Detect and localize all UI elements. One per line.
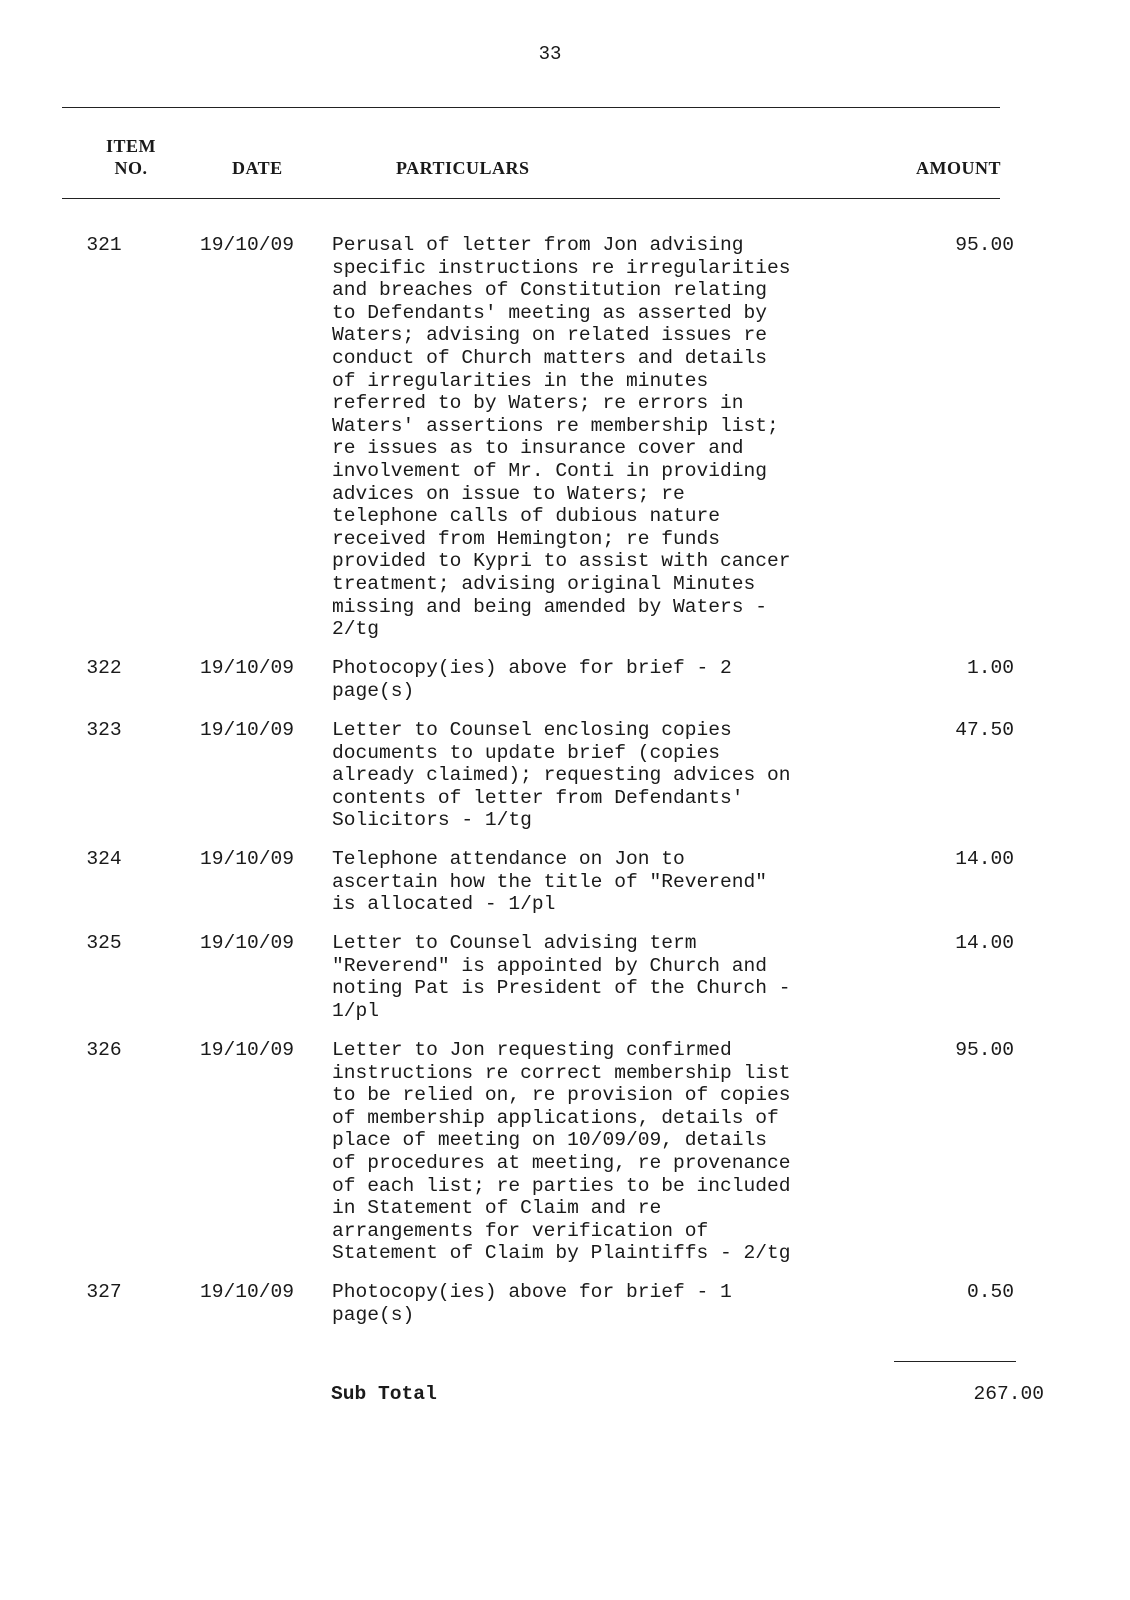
- entry-amount: 95.00: [955, 234, 1014, 256]
- entry-particulars: Letter to Jon requesting confirmed instructions re correct membership list to be relied on, re provision of copies of membership applications, details of place of meeting on 10/09/09, details of procedures at meeting, re provenance of each list; re parties to be included in Statement of Claim and re arrangements for verification of Statement of Claim by Plaintiffs - 2/tg: [332, 1039, 791, 1265]
- entry-date: 19/10/09: [200, 932, 295, 954]
- entry-date: 19/10/09: [200, 719, 295, 741]
- entry-particulars: Photocopy(ies) above for brief - 2 page(s): [332, 657, 732, 702]
- entry-particulars: Perusal of letter from Jon advising specific instructions re irregularities and breaches of Constitution relating to Defendants' meeting as asserted by Waters; advising on related issues re conduct of Church matters and details of irregularities in the minutes referred to by Waters; re errors in Waters' assertions re membership list; re issues as to insurance cover and involvement of Mr. Conti in providing advices on issue to Waters; re telephone calls of dubious nature received from Hemington; re funds provided to Kypri to assist with cancer treatment; advising original Minutes missing and being amended by Waters - 2/tg: [332, 234, 791, 641]
- header-item-no: ITEM NO.: [105, 136, 156, 178]
- entry-date: 19/10/09: [200, 1039, 295, 1061]
- entry-date: 19/10/09: [200, 657, 295, 679]
- subtotal-label: Sub Total: [331, 1383, 437, 1405]
- entry-amount: 95.00: [955, 1039, 1014, 1061]
- entry-item-no: 325: [86, 932, 122, 954]
- subtotal-value: 267.00: [973, 1383, 1044, 1405]
- entry-item-no: 322: [86, 657, 122, 679]
- entry-amount: 14.00: [955, 848, 1014, 870]
- entry-date: 19/10/09: [200, 234, 295, 256]
- header-amount: AMOUNT: [916, 158, 1001, 178]
- entry-particulars: Letter to Counsel advising term "Reverend" is appointed by Church and noting Pat is President of the Church - 1/pl: [332, 932, 791, 1022]
- header-date: DATE: [232, 158, 283, 178]
- entry-particulars: Photocopy(ies) above for brief - 1 page(s): [332, 1281, 732, 1326]
- entry-amount: 1.00: [966, 657, 1014, 679]
- entry-item-no: 324: [86, 848, 122, 870]
- entry-particulars: Letter to Counsel enclosing copies documents to update brief (copies already claimed); requesting advices on contents of letter from Defendants' Solicitors - 1/tg: [332, 719, 791, 832]
- header-rule: [62, 198, 1000, 199]
- entry-item-no: 326: [86, 1039, 122, 1061]
- page-number: 33: [538, 43, 562, 65]
- subtotal-rule: [894, 1361, 1016, 1362]
- entry-date: 19/10/09: [200, 848, 295, 870]
- entry-amount: 47.50: [955, 719, 1014, 741]
- entry-item-no: 323: [86, 719, 122, 741]
- entry-particulars: Telephone attendance on Jon to ascertain how the title of "Reverend" is allocated - 1/pl: [332, 848, 768, 916]
- entry-amount: 14.00: [955, 932, 1014, 954]
- entry-item-no: 327: [86, 1281, 122, 1303]
- top-rule: [62, 107, 1000, 108]
- entry-amount: 0.50: [966, 1281, 1014, 1303]
- entry-date: 19/10/09: [200, 1281, 295, 1303]
- header-particulars: PARTICULARS: [396, 158, 530, 178]
- entry-item-no: 321: [86, 234, 122, 256]
